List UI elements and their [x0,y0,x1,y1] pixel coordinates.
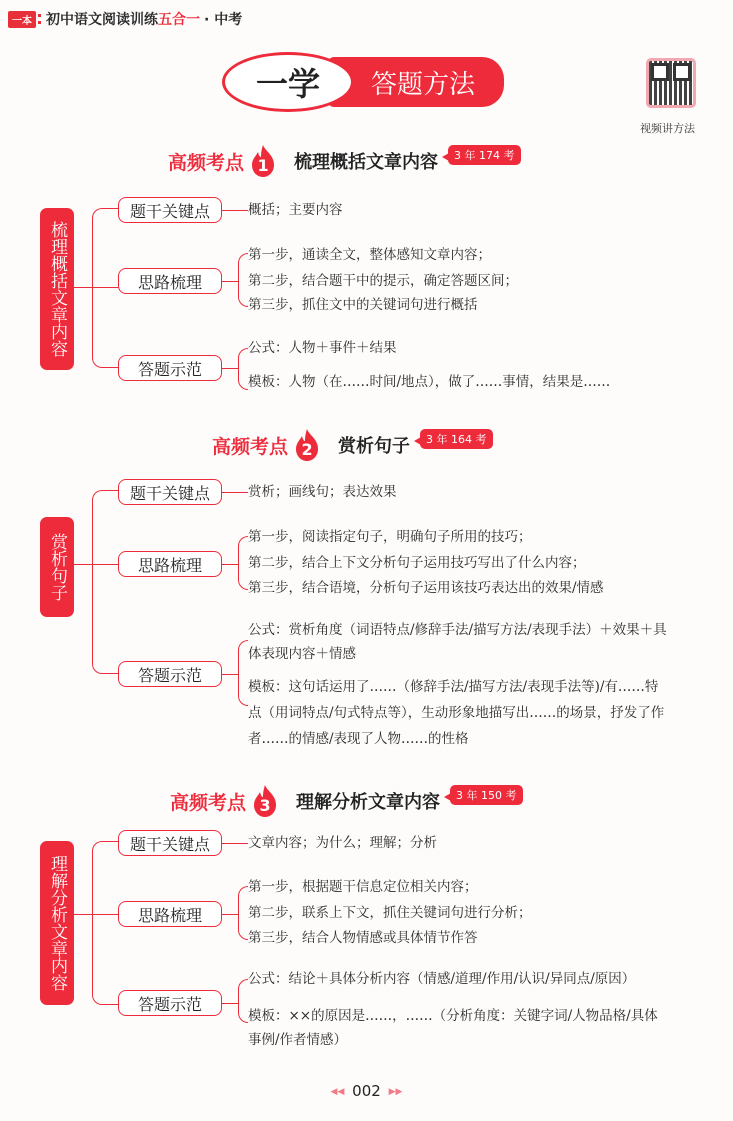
node-key-points: 题干关键点 [118,479,222,505]
flame-icon [292,428,322,462]
connector-line [74,564,92,565]
publisher-logo: 一本 [8,11,36,28]
step-brace [238,886,248,940]
frequency-badge: 3 年 174 考 [448,145,520,165]
frequency-badge: 3 年 150 考 [450,785,522,805]
logo-dots-icon [38,12,42,26]
node-answer-example: 答题示范 [118,355,222,381]
step-2: 第二步，联系上下文，抓住关键词句进行分析； [248,905,532,921]
connector-line [92,287,118,288]
left-arrows-icon: ◀◀ [330,1086,345,1097]
section-title: 理解分析文章内容 [296,792,441,813]
formula-text: 公式：结论＋具体分析内容（情感/道理/作用/认识/异同点/原因） [248,971,636,987]
step-3: 第三步，抓住文中的关键词句进行概括 [248,297,478,313]
formula-text: 公式：人物＋事件＋结果 [248,340,397,356]
step-2: 第二步，结合上下文分析句子运用技巧写出了什么内容； [248,555,586,571]
section-heading-1 [168,144,521,178]
section-number: 2 [301,440,313,459]
flame-icon [248,144,278,178]
frequency-badge: 3 年 164 考 [420,429,492,449]
connector-line [222,368,238,369]
chapter-banner [218,52,506,112]
key-points-text: 文章内容；为什么；理解；分析 [248,835,437,851]
step-brace [238,536,248,590]
connector-line [222,914,238,915]
connector-line [92,564,118,565]
mindmap-root: 赏析句子 [40,517,74,617]
template-text: 模板：这句话运用了……（修辞手法/描写方法/表现手法等)/有……特点（用词特点/句式特点等），生动形象地描写出……的场景，抒发了作者……的情感/表现了人物……的性格 [248,679,665,747]
right-arrows-icon: ▶▶ [388,1086,403,1097]
branch-brace [92,490,118,674]
section-heading-3 [170,784,523,818]
connector-line [74,287,92,288]
step-3: 第三步，结合人物情感或具体情节作答 [248,930,478,946]
connector-line [222,674,238,675]
node-answer-example: 答题示范 [118,990,222,1016]
section-label: 高频考点 [170,791,247,814]
chapter-title: 答题方法 [328,57,504,107]
section-label: 高频考点 [212,435,289,458]
node-thinking: 思路梳理 [118,551,222,577]
book-title-highlight: 五合一 [158,12,200,28]
section-label: 高频考点 [168,151,245,174]
connector-line [222,281,238,282]
book-header [8,8,242,30]
chapter-label: 一学 [222,52,354,112]
step-1: 第一步，通读全文，整体感知文章内容； [248,247,491,263]
step-3: 第三步，结合语境，分析句子运用该技巧表达出的效果/情感 [248,580,604,596]
qr-caption: 视频讲方法 [640,122,695,135]
connector-line [222,492,248,493]
connector-line [222,564,238,565]
section-number: 3 [259,796,271,815]
flame-icon [250,784,280,818]
connector-line [74,914,92,915]
section-title: 赏析句子 [338,436,411,457]
formula-text: 公式：赏析角度（词语特点/修辞手法/描写方法/表现手法）＋效果＋具体表现内容＋情感 [248,622,667,662]
branch-brace [92,841,118,1005]
example-brace [238,640,248,706]
connector-line [222,843,248,844]
connector-line [222,210,248,211]
book-title-suffix: · 中考 [204,12,243,28]
section-title: 梳理概括文章内容 [294,152,439,173]
step-2: 第二步，结合题干中的提示，确定答题区间； [248,273,518,289]
section-heading-2 [212,428,493,462]
page-number-text: 002 [352,1082,381,1100]
connector-line [92,914,118,915]
step-1: 第一步，阅读指定句子，明确句子所用的技巧； [248,529,532,545]
section-number: 1 [257,156,269,175]
node-thinking: 思路梳理 [118,901,222,927]
step-brace [238,253,248,307]
step-1: 第一步，根据题干信息定位相关内容； [248,879,478,895]
key-points-text: 赏析；画线句；表达效果 [248,484,397,500]
node-thinking: 思路梳理 [118,268,222,294]
mindmap-root: 梳理概括文章内容 [40,208,74,370]
book-title: 初中语文阅读训练 [46,12,158,28]
example-brace [238,348,248,390]
example-brace [238,979,248,1023]
page-number [0,1082,733,1100]
qr-code-icon[interactable] [646,58,696,108]
node-key-points: 题干关键点 [118,197,222,223]
template-text: 模板：人物（在……时间/地点），做了……事情，结果是…… [248,374,611,390]
mindmap-root: 理解分析文章内容 [40,841,74,1005]
node-key-points: 题干关键点 [118,830,222,856]
template-text: 模板：××的原因是……，……（分析角度：关键字词/人物品格/具体事例/作者情感） [248,1008,658,1048]
node-answer-example: 答题示范 [118,661,222,687]
key-points-text: 概括；主要内容 [248,202,343,218]
connector-line [222,1003,238,1004]
